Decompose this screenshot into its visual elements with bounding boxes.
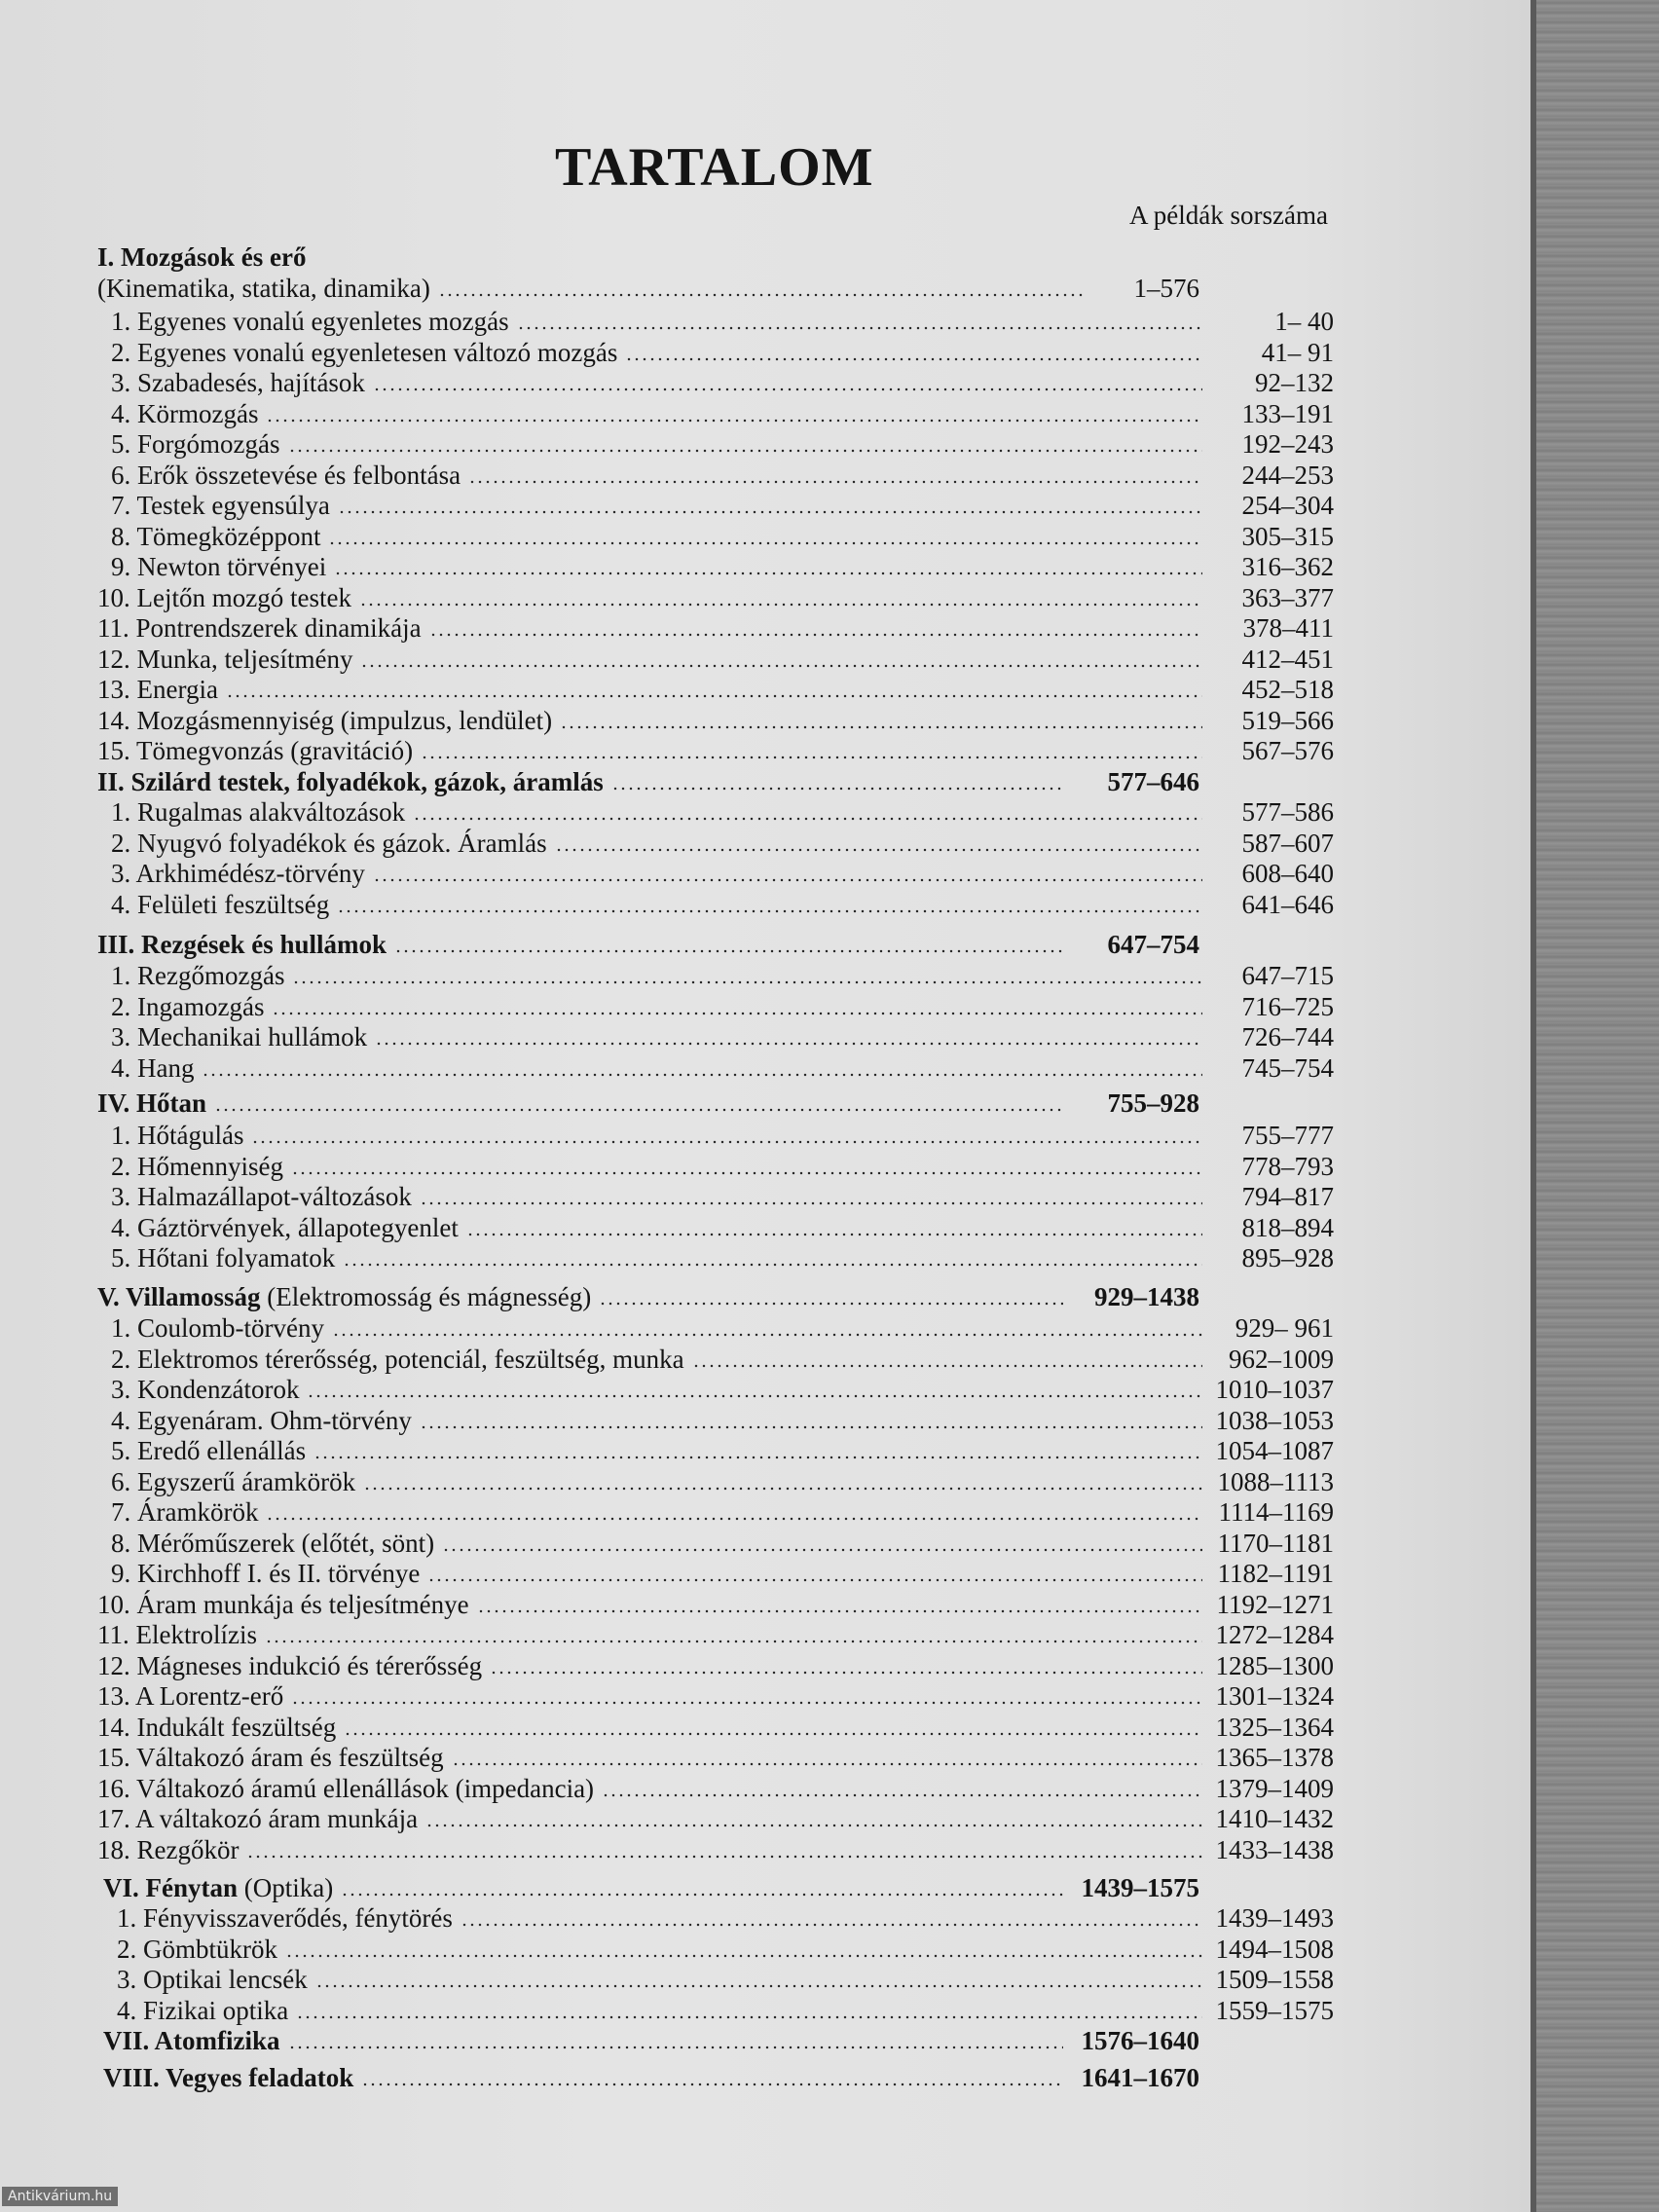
toc-item [97, 705, 552, 736]
toc-item [111, 1496, 258, 1528]
dot-leader [315, 1984, 1202, 1988]
dot-leader [266, 1517, 1202, 1521]
toc-item-label: 13. A Lorentz-erő [97, 1681, 284, 1711]
section-heading-note: (Elektromosság és mágnesség) [260, 1282, 592, 1311]
toc-item [111, 828, 547, 859]
section-heading-label: VII. Atomfizika [103, 2026, 280, 2055]
dot-leader [288, 449, 1203, 453]
dot-leader [373, 387, 1202, 391]
toc-item [97, 1834, 239, 1865]
toc-item-label: 6. Erők összetevése és felbontása [111, 461, 461, 490]
toc-item-label: 3. Halmazállapot-változások [111, 1182, 412, 1211]
toc-item-range: 1192–1271 [1216, 1590, 1334, 1619]
toc-item [117, 1902, 453, 1934]
toc-item-label: 17. A váltakozó áram munkája [97, 1804, 419, 1833]
toc-item [111, 1558, 420, 1589]
toc-item-label: 7. Testek egyensúlya [111, 491, 330, 520]
toc-item [97, 674, 218, 705]
toc-item-range: 1088–1113 [1217, 1467, 1334, 1496]
toc-item [111, 428, 280, 460]
toc-item-range: 641–646 [1241, 890, 1334, 919]
dot-leader [246, 1855, 1202, 1859]
toc-item-range: 567–576 [1241, 736, 1334, 765]
toc-item-label: 2. Elektromos térerősség, potenciál, feszültség, munka [111, 1345, 684, 1374]
toc-item-range: 1325–1364 [1215, 1713, 1334, 1742]
toc-item [111, 1466, 355, 1497]
toc-item [97, 1803, 418, 1834]
toc-item [97, 612, 422, 644]
section-heading-label: IV. Hőtan [97, 1088, 207, 1118]
toc-item [111, 367, 365, 398]
toc-item [97, 735, 413, 766]
toc-item [111, 337, 617, 368]
dot-leader [375, 1042, 1202, 1046]
dot-leader [421, 756, 1202, 759]
toc-item-range: 192–243 [1241, 429, 1334, 459]
toc-item-range: 412–451 [1241, 645, 1334, 674]
toc-item-range: 1494–1508 [1215, 1935, 1334, 1964]
toc-item-label: 8. Mérőműszerek (előtét, sönt) [111, 1529, 435, 1558]
section-heading [103, 2025, 280, 2056]
toc-item-label: 14. Mozgásmennyiség (impulzus, lendület) [97, 706, 553, 735]
toc-item-label: 16. Váltakozó áramú ellenállások (impedancia) [97, 1774, 595, 1803]
dot-leader [373, 878, 1202, 882]
toc-item [117, 1995, 288, 2026]
toc-item [117, 1934, 277, 1965]
toc-item-range: 1272–1284 [1215, 1620, 1334, 1649]
toc-item [111, 1242, 335, 1273]
dot-leader [461, 1923, 1202, 1927]
toc-item-range: 254–304 [1241, 491, 1334, 520]
toc-item [111, 1312, 324, 1344]
section-heading-label: III. Rezgések és hullámok [97, 930, 387, 959]
toc-item-range: 92–132 [1255, 368, 1334, 397]
page-edge [1530, 0, 1659, 2212]
toc-item-range: 1365–1378 [1215, 1743, 1334, 1772]
toc-item [97, 582, 351, 613]
toc-item-range: 818–894 [1241, 1213, 1334, 1242]
toc-item-label: 6. Egyszerű áramkörök [111, 1467, 356, 1496]
toc-item [97, 1712, 336, 1743]
dot-leader [341, 1893, 1063, 1897]
toc-item-range: 1509–1558 [1215, 1965, 1334, 1994]
toc-item [111, 521, 320, 552]
toc-item [97, 644, 352, 675]
dot-leader [517, 326, 1202, 330]
toc-item-range: 1114–1169 [1218, 1497, 1334, 1527]
toc-item-label: 10. Lejtőn mozgó testek [97, 583, 351, 612]
toc-item-range: 794–817 [1241, 1182, 1334, 1211]
toc-item-label: 4. Felületi feszültség [111, 890, 330, 919]
dot-leader [425, 1824, 1202, 1827]
dot-leader [307, 1394, 1202, 1398]
section-heading-label: II. Szilárd testek, folyadékok, gázok, áramlás [97, 767, 604, 796]
dot-leader [442, 1548, 1202, 1552]
section-heading-range: 577–646 [1107, 767, 1199, 796]
dot-leader [313, 1456, 1202, 1459]
toc-item-label: 2. Gömbtükrök [117, 1935, 277, 1964]
toc-item [111, 960, 284, 991]
section-heading [103, 2062, 353, 2093]
toc-item [111, 1374, 299, 1405]
toc-item [97, 1650, 482, 1681]
section-heading-range: 755–928 [1107, 1088, 1199, 1118]
toc-item-label: 1. Rugalmas alakváltozások [111, 797, 406, 827]
dot-leader [560, 725, 1202, 729]
toc-item-label: 13. Energia [97, 675, 218, 704]
toc-item [97, 1680, 283, 1712]
toc-item [111, 1181, 412, 1212]
toc-item-range: 1– 40 [1274, 307, 1334, 336]
toc-item [97, 1773, 594, 1804]
toc-item-range: 519–566 [1241, 706, 1334, 735]
toc-item-range: 962–1009 [1229, 1345, 1334, 1374]
toc-item-label: 4. Egyenáram. Ohm-törvény [111, 1406, 412, 1435]
toc-item-range: 726–744 [1241, 1022, 1334, 1051]
toc-item-range: 1010–1037 [1215, 1375, 1334, 1404]
toc-item-label: 12. Mágneses indukció és térerősség [97, 1651, 483, 1680]
dot-leader [338, 510, 1202, 514]
toc-item-range: 1410–1432 [1215, 1804, 1334, 1833]
dot-leader [360, 664, 1202, 668]
dot-leader [343, 1263, 1202, 1267]
toc-item-range: 1301–1324 [1215, 1681, 1334, 1711]
section-heading [97, 1088, 206, 1119]
toc-item [111, 991, 264, 1022]
dot-leader [344, 1732, 1202, 1736]
toc-item [111, 1212, 459, 1243]
section-heading [97, 766, 604, 797]
toc-item-label: 18. Rezgőkör [97, 1835, 240, 1864]
toc-item-label: 9. Kirchhoff I. és II. törvénye [111, 1559, 421, 1588]
toc-item-range: 1182–1191 [1217, 1559, 1334, 1588]
toc-item-range: 244–253 [1241, 461, 1334, 490]
dot-leader [420, 1201, 1202, 1205]
toc-item [111, 1405, 412, 1436]
toc-item [111, 1435, 306, 1466]
toc-item-range: 316–362 [1241, 552, 1334, 581]
toc-item-label: 1. Hőtágulás [111, 1121, 244, 1150]
section-heading-range: 1641–1670 [1081, 2063, 1199, 2092]
toc-item-range: 1170–1181 [1217, 1529, 1334, 1558]
section-heading-range: 647–754 [1107, 930, 1199, 959]
dot-leader [291, 1701, 1202, 1705]
toc-item [111, 858, 365, 889]
toc-item-range: 133–191 [1241, 399, 1334, 428]
dot-leader [477, 1609, 1202, 1613]
section-heading [97, 241, 306, 273]
toc-item [97, 1589, 469, 1620]
toc-item [111, 1528, 434, 1559]
dot-leader [337, 909, 1202, 913]
toc-item-label: 1. Coulomb-törvény [111, 1313, 324, 1343]
dot-leader [490, 1671, 1202, 1675]
section-heading-label: VI. Fénytan [103, 1873, 239, 1902]
dot-leader [332, 1333, 1202, 1337]
toc-item-label: 5. Forgómozgás [111, 429, 280, 459]
dot-leader [265, 1640, 1202, 1643]
section-subheading-range: 1–576 [1133, 274, 1199, 303]
toc-item-label: 1. Egyenes vonalú egyenletes mozgás [111, 307, 509, 336]
toc-item [111, 1151, 283, 1182]
toc-item-range: 1038–1053 [1215, 1406, 1334, 1435]
toc-item-range: 895–928 [1241, 1243, 1334, 1272]
toc-item [97, 1619, 257, 1650]
toc-item-label: 15. Váltakozó áram és feszültség [97, 1743, 444, 1772]
section-heading-label: VIII. Vegyes feladatok [103, 2063, 354, 2092]
toc-item [97, 1742, 444, 1773]
section-heading-note: (Optika) [238, 1873, 334, 1902]
dot-leader [359, 603, 1202, 607]
toc-item-range: 305–315 [1241, 522, 1334, 551]
toc-item [111, 1052, 194, 1084]
toc-item [111, 889, 329, 920]
section-heading-range: 1576–1640 [1081, 2026, 1199, 2055]
dot-leader [555, 848, 1202, 852]
section-subheading [97, 273, 430, 304]
section-subheading-label: (Kinematika, statika, dinamika) [97, 274, 430, 303]
dot-leader [251, 1140, 1202, 1144]
dot-leader [214, 1108, 1063, 1112]
toc-item-label: 9. Newton törvényei [111, 552, 327, 581]
dot-leader [291, 1171, 1202, 1175]
toc-item-label: 5. Hőtani folyamatok [111, 1243, 336, 1272]
toc-item-range: 577–586 [1241, 797, 1334, 827]
toc-item-range: 1433–1438 [1215, 1835, 1334, 1864]
toc-item-label: 3. Kondenzátorok [111, 1375, 300, 1404]
toc-item-range: 745–754 [1241, 1053, 1334, 1083]
dot-leader [420, 1425, 1202, 1429]
dot-leader [266, 419, 1202, 423]
dot-leader [468, 480, 1202, 484]
toc-item-range: 1559–1575 [1215, 1996, 1334, 2025]
section-heading [97, 1281, 591, 1312]
toc-item-range: 363–377 [1241, 583, 1334, 612]
toc-item [111, 398, 258, 429]
toc-item-label: 4. Fizikai optika [117, 1996, 289, 2025]
toc-item-label: 12. Munka, teljesítmény [97, 645, 353, 674]
watermark: Antikvárium.hu [2, 2187, 118, 2206]
section-heading-label: I. Mozgások és erő [97, 242, 307, 272]
section-heading-label: V. Villamosság [97, 1282, 261, 1311]
toc-item-label: 1. Fényvisszaverődés, fénytörés [117, 1903, 453, 1933]
toc-item-range: 716–725 [1241, 992, 1334, 1021]
dot-leader [625, 357, 1202, 361]
toc-item-range: 587–607 [1241, 829, 1334, 858]
toc-item-label: 5. Eredő ellenállás [111, 1436, 307, 1465]
toc-item-label: 2. Ingamozgás [111, 992, 265, 1021]
section-heading [103, 1872, 333, 1903]
toc-item-label: 14. Indukált feszültség [97, 1713, 337, 1742]
toc-item-label: 1. Rezgőmozgás [111, 961, 285, 990]
toc-item-range: 1285–1300 [1215, 1651, 1334, 1680]
toc-item [111, 490, 330, 521]
dot-leader [452, 1762, 1202, 1766]
toc-item-label: 3. Arkhimédész-törvény [111, 859, 365, 888]
toc-item-range: 929– 961 [1235, 1313, 1334, 1343]
toc-item-label: 15. Tömegvonzás (gravitáció) [97, 736, 414, 765]
dot-leader [292, 980, 1202, 984]
toc-item-label: 2. Egyenes vonalú egyenletesen változó mozgás [111, 338, 618, 367]
toc-item-label: 4. Körmozgás [111, 399, 259, 428]
toc-item-label: 4. Hang [111, 1053, 195, 1083]
dot-leader [202, 1073, 1202, 1077]
toc-item [111, 796, 405, 828]
toc-item [111, 1344, 684, 1375]
toc-item-range: 1054–1087 [1215, 1436, 1334, 1465]
toc-item-range: 41– 91 [1261, 338, 1334, 367]
toc-item [111, 551, 326, 582]
toc-item [117, 1964, 308, 1995]
dot-leader [226, 694, 1202, 698]
dot-leader [285, 1954, 1202, 1958]
dot-leader [394, 949, 1063, 953]
toc-item [111, 306, 509, 337]
dot-leader [427, 1578, 1202, 1582]
toc-item-range: 755–777 [1241, 1121, 1334, 1150]
dot-leader [296, 2015, 1202, 2019]
section-heading [97, 929, 387, 960]
toc-item-label: 2. Nyugvó folyadékok és gázok. Áramlás [111, 829, 547, 858]
dot-leader [429, 633, 1202, 637]
dot-leader [413, 817, 1202, 821]
toc-item-range: 647–715 [1241, 961, 1334, 990]
dot-leader [288, 2046, 1064, 2049]
column-header: A példák sorszáma [1129, 201, 1328, 230]
toc-item [111, 460, 461, 491]
toc-item-range: 778–793 [1241, 1152, 1334, 1181]
page-title: TARTALOM [555, 137, 874, 198]
toc-item-label: 11. Elektrolízis [97, 1620, 257, 1649]
dot-leader [328, 541, 1202, 545]
toc-item-range: 1379–1409 [1215, 1774, 1334, 1803]
toc-item-label: 3. Optikai lencsék [117, 1965, 308, 1994]
toc-item-label: 10. Áram munkája és teljesítménye [97, 1590, 469, 1619]
toc-item [111, 1021, 367, 1052]
toc-item-label: 4. Gáztörvények, állapotegyenlet [111, 1213, 459, 1242]
dot-leader [602, 1793, 1202, 1797]
section-heading-range: 1439–1575 [1081, 1873, 1199, 1902]
toc-item-range: 608–640 [1241, 859, 1334, 888]
dot-leader [361, 2083, 1063, 2086]
toc-item-range: 452–518 [1241, 675, 1334, 704]
toc-item-label: 2. Hőmennyiség [111, 1152, 283, 1181]
toc-item-label: 8. Tömegközéppont [111, 522, 321, 551]
toc-item-label: 11. Pontrendszerek dinamikája [97, 613, 422, 643]
section-heading-range: 929–1438 [1094, 1282, 1199, 1311]
toc-item-range: 378–411 [1242, 613, 1334, 643]
toc-item-range: 1439–1493 [1215, 1903, 1334, 1933]
dot-leader [272, 1012, 1202, 1015]
toc-item-label: 3. Szabadesés, hajítások [111, 368, 365, 397]
dot-leader [334, 571, 1202, 575]
toc-item-label: 3. Mechanikai hullámok [111, 1022, 368, 1051]
dot-leader [466, 1233, 1202, 1236]
toc-item-label: 7. Áramkörök [111, 1497, 259, 1527]
toc-item [111, 1120, 243, 1151]
dot-leader [363, 1487, 1202, 1491]
